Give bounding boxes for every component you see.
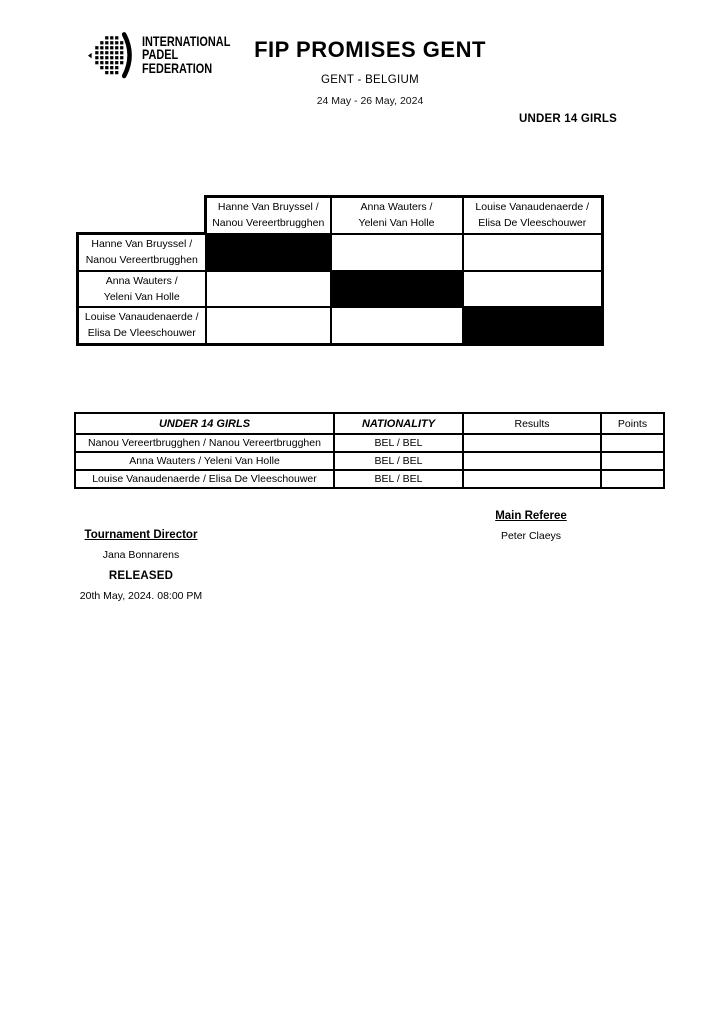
tournament-director-label: Tournament Director — [84, 529, 198, 541]
standings-header-points: Points — [601, 413, 664, 434]
standings-nationality-cell: BEL / BEL — [334, 452, 463, 470]
team-name-line: Nanou Vereertbrugghen — [212, 217, 325, 230]
standings-results-cell — [463, 470, 601, 488]
crosstable-self-cell — [331, 271, 463, 308]
crosstable-result-cell — [463, 234, 603, 271]
main-referee-name: Peter Claeys — [500, 530, 562, 542]
crosstable-col-header-team2 — [331, 197, 463, 234]
standings-header-row — [75, 413, 664, 434]
standings-nationality-cell: BEL / BEL — [334, 434, 463, 452]
crosstable-row-header-team1 — [78, 234, 206, 271]
team-name-line: Nanou Vereertbrugghen — [85, 254, 198, 267]
crosstable-col-header-team1 — [206, 197, 331, 234]
team-name-line: Louise Vanaudenaerde / — [475, 201, 590, 213]
standings-table — [74, 412, 665, 489]
released-datetime: 20th May, 2024. 08:00 PM — [79, 590, 203, 602]
standings-team-cell: Anna Wauters / Yeleni Van Holle — [75, 452, 334, 470]
standings-row — [75, 434, 664, 452]
tournament-director-name: Jana Bonnarens — [102, 549, 180, 561]
team-name-line: Yeleni Van Holle — [103, 290, 180, 303]
event-location: GENT - BELGIUM — [321, 74, 419, 86]
crosstable-row-header-team3 — [78, 307, 206, 344]
event-title: FIP PROMISES GENT — [254, 37, 486, 62]
crosstable-result-cell — [206, 271, 331, 308]
standings-points-cell — [601, 452, 664, 470]
standings-header-team: UNDER 14 GIRLS — [75, 413, 334, 434]
crosstable-self-cell — [463, 307, 603, 344]
team-name-line: Elisa De Vleeschouwer — [87, 327, 196, 340]
team-name-line: Anna Wauters / — [105, 274, 178, 287]
crosstable-col-header-team3 — [463, 197, 603, 234]
event-dates: 24 May - 26 May, 2024 — [316, 95, 424, 107]
crosstable-result-cell — [331, 307, 463, 344]
crosstable-row-team3 — [78, 307, 603, 344]
logo-line: INTERNATIONAL — [142, 33, 231, 49]
team-name-line: Yeleni Van Holle — [358, 217, 435, 230]
team-name-line: Hanne Van Bruyssel / — [217, 201, 319, 213]
team-name-line: Elisa De Vleeschouwer — [478, 217, 587, 230]
team-name-line: Hanne Van Bruyssel / — [91, 238, 193, 251]
standings-header-nationality: NATIONALITY — [334, 413, 463, 434]
main-referee-label: Main Referee — [495, 510, 567, 522]
logo-line: PADEL — [142, 46, 179, 63]
main-referee-block — [456, 510, 606, 542]
standings-results-cell — [463, 452, 601, 470]
standings-row — [75, 452, 664, 470]
crosstable-header-row — [78, 197, 603, 234]
standings-results-cell — [463, 434, 601, 452]
standings-points-cell — [601, 434, 664, 452]
crosstable-corner-cell — [78, 197, 206, 234]
standings-header-results: Results — [463, 413, 601, 434]
crosstable-result-cell — [206, 307, 331, 344]
team-name-line: Anna Wauters / — [360, 201, 433, 213]
crosstable-result-cell — [331, 234, 463, 271]
crosstable-row-team1 — [78, 234, 603, 271]
crosstable-row-team2 — [78, 271, 603, 308]
crosstable-result-cell — [463, 271, 603, 308]
crosstable — [76, 195, 604, 346]
team-name-line: Louise Vanaudenaerde / — [84, 311, 199, 324]
standings-team-cell: Nanou Vereertbrugghen / Nanou Vereertbrugghen — [75, 434, 334, 452]
header-title-block — [15, 33, 725, 107]
standings-nationality-cell: BEL / BEL — [334, 470, 463, 488]
crosstable-self-cell — [206, 234, 331, 271]
standings-team-cell: Louise Vanaudenaerde / Elisa De Vleeschouwer — [75, 470, 334, 488]
standings-points-cell — [601, 470, 664, 488]
standings-row — [75, 470, 664, 488]
category-label: UNDER 14 GIRLS — [518, 113, 617, 125]
released-label: RELEASED — [108, 570, 174, 582]
tournament-director-block — [66, 529, 216, 602]
crosstable-row-header-team2 — [78, 271, 206, 308]
logo-line: FEDERATION — [142, 59, 213, 76]
